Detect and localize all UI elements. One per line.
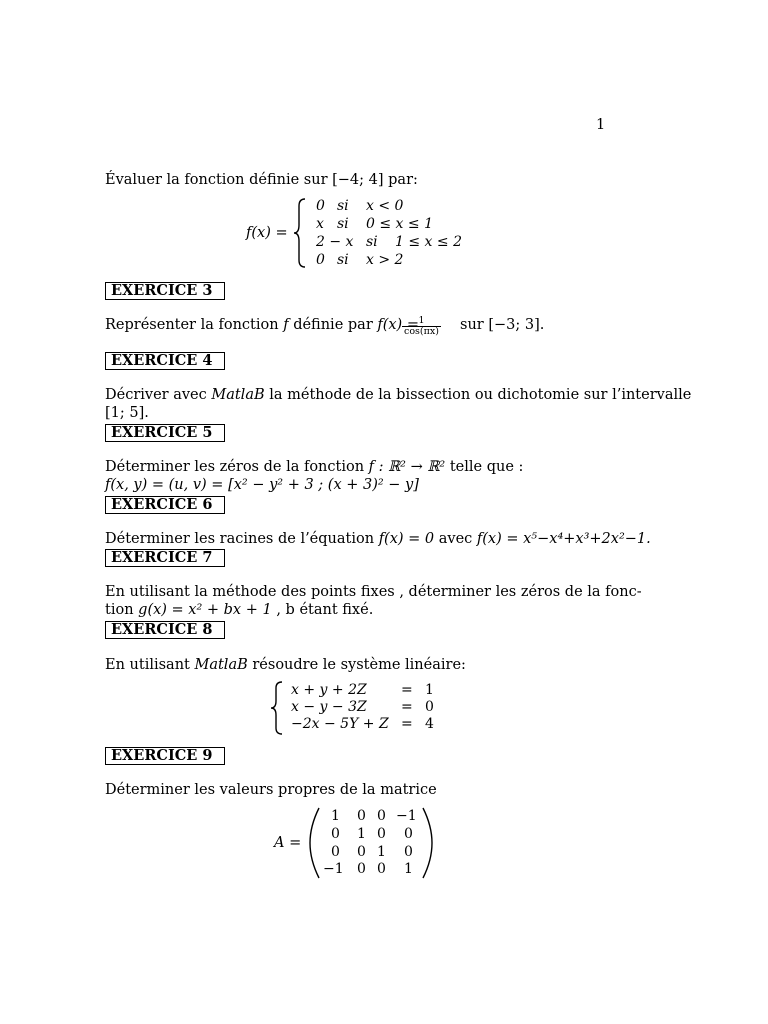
exercise8-line <box>105 657 466 674</box>
exercise4-line1-pre: Décriver avec <box>105 387 207 403</box>
exercise3-text-before: Représenter la fonction <box>105 317 279 333</box>
case-condition: x > 2 <box>366 252 404 268</box>
exercise5-line2: f(x, y) = (u, v) = [x² − y² + 3 ; (x + 3)² − y] <box>105 477 419 493</box>
case-condition: 0 ≤ x ≤ 1 <box>366 216 433 232</box>
exercise7-header: EXERCICE 7 <box>105 549 225 567</box>
matrix-cell: 1 <box>357 826 366 842</box>
matrix-cell: 0 <box>357 861 366 877</box>
case-si: si <box>337 216 349 232</box>
exercise6-eq2: f(x) = x⁵−x⁴+x³+2x²−1. <box>476 531 651 547</box>
exercise6-header: EXERCICE 6 <box>105 496 225 514</box>
matrix-cell: 0 <box>377 861 386 877</box>
exercise9-line: Déterminer les valeurs propres de la matrice <box>105 782 437 798</box>
case-si: si <box>337 252 349 268</box>
matrix-cell: 0 <box>404 826 413 842</box>
case-value: x <box>316 216 324 232</box>
matrix-cell: −1 <box>396 808 417 824</box>
exercise7-line1: En utilisant la méthode des points fixes , déterminer les zéros de la fonc- <box>105 584 642 600</box>
left-brace-icon <box>269 680 285 736</box>
exercise5-header: EXERCICE 5 <box>105 424 225 442</box>
left-paren-icon <box>307 806 321 880</box>
exercise8-line-pre: En utilisant <box>105 657 190 673</box>
system-rhs: 4 <box>425 716 434 732</box>
exercise7-line2-math: g(x) = x² + bx + 1 <box>138 602 272 618</box>
exercise7-line2-pre: tion <box>105 602 134 618</box>
case-value: 0 <box>316 252 325 268</box>
exercise3-def-lhs: f(x) = <box>377 317 419 333</box>
exercise5-line1-math: f : ℝ² → ℝ² <box>368 459 446 475</box>
exercise7-line2 <box>105 602 373 619</box>
matrix-lhs: A = <box>274 835 302 851</box>
piecewise-lhs: f(x) = <box>246 225 288 241</box>
system-eq: = <box>401 699 413 715</box>
exercise4-header: EXERCICE 4 <box>105 352 225 370</box>
exercise6-eq1: f(x) = 0 <box>378 531 435 547</box>
system-lhs: −2x − 5Y + Z <box>291 716 389 732</box>
exercise6-line <box>105 531 651 548</box>
exercise2-intro: Évaluer la fonction définie sur [−4; 4] par: <box>105 172 418 188</box>
system-lhs: x + y + 2Z <box>291 682 367 698</box>
case-condition: x < 0 <box>366 198 404 214</box>
matrix-cell: 0 <box>377 808 386 824</box>
system-eq: = <box>401 716 413 732</box>
exercise3-text-mid: définie par <box>293 317 373 333</box>
matrix-cell: −1 <box>323 861 344 877</box>
exercise8-line-post: résoudre le système linéaire: <box>252 657 466 673</box>
case-si: si <box>337 198 349 214</box>
matrix-cell: 1 <box>331 808 340 824</box>
exercise3-f-symbol: f <box>283 317 289 333</box>
matlab-name: MatlaB <box>194 657 248 673</box>
exercise9-header: EXERCICE 9 <box>105 747 225 765</box>
exercise4-line2: [1; 5]. <box>105 405 149 421</box>
system-rhs: 0 <box>425 699 434 715</box>
page-number: 1 <box>596 117 606 133</box>
exercise7-line2-post: , b étant fixé. <box>276 602 374 618</box>
exercise4-line1-post: la méthode de la bissection ou dichotomie sur l’intervalle <box>269 387 692 403</box>
matrix-cell: 1 <box>404 861 413 877</box>
system-rhs: 1 <box>425 682 434 698</box>
matrix-cell: 0 <box>357 844 366 860</box>
system-lhs: x − y − 3Z <box>291 699 367 715</box>
exercise8-header: EXERCICE 8 <box>105 621 225 639</box>
exercise6-line-pre: Déterminer les racines de l’équation <box>105 531 375 547</box>
fraction-numerator: 1 <box>418 315 425 326</box>
left-brace-icon <box>292 197 308 269</box>
exercise4-line1 <box>105 387 691 404</box>
system-eq: = <box>401 682 413 698</box>
fraction-denominator: cos(πx) <box>404 326 439 337</box>
matlab-name: MatlaB <box>211 387 265 403</box>
exercise3-fraction <box>402 316 441 337</box>
matrix-cell: 0 <box>331 826 340 842</box>
exercise5-line1-pre: Déterminer les zéros de la fonction <box>105 459 365 475</box>
exercise6-avec: avec <box>438 531 473 547</box>
exercise5-line1-post: telle que : <box>449 459 524 475</box>
exercise3-text-after: sur [−3; 3]. <box>460 317 545 333</box>
case-value: 0 <box>316 198 325 214</box>
right-paren-icon <box>421 806 435 880</box>
matrix-cell: 1 <box>377 844 386 860</box>
matrix-cell: 0 <box>357 808 366 824</box>
matrix-cell: 0 <box>404 844 413 860</box>
matrix-cell: 0 <box>331 844 340 860</box>
case-value: 2 − x <box>316 234 354 250</box>
matrix-cell: 0 <box>377 826 386 842</box>
exercise3-header: EXERCICE 3 <box>105 282 225 300</box>
exercise3-text <box>105 317 419 334</box>
case-si: si <box>366 234 378 250</box>
case-condition: 1 ≤ x ≤ 2 <box>395 234 462 250</box>
exercise5-line1 <box>105 459 523 476</box>
